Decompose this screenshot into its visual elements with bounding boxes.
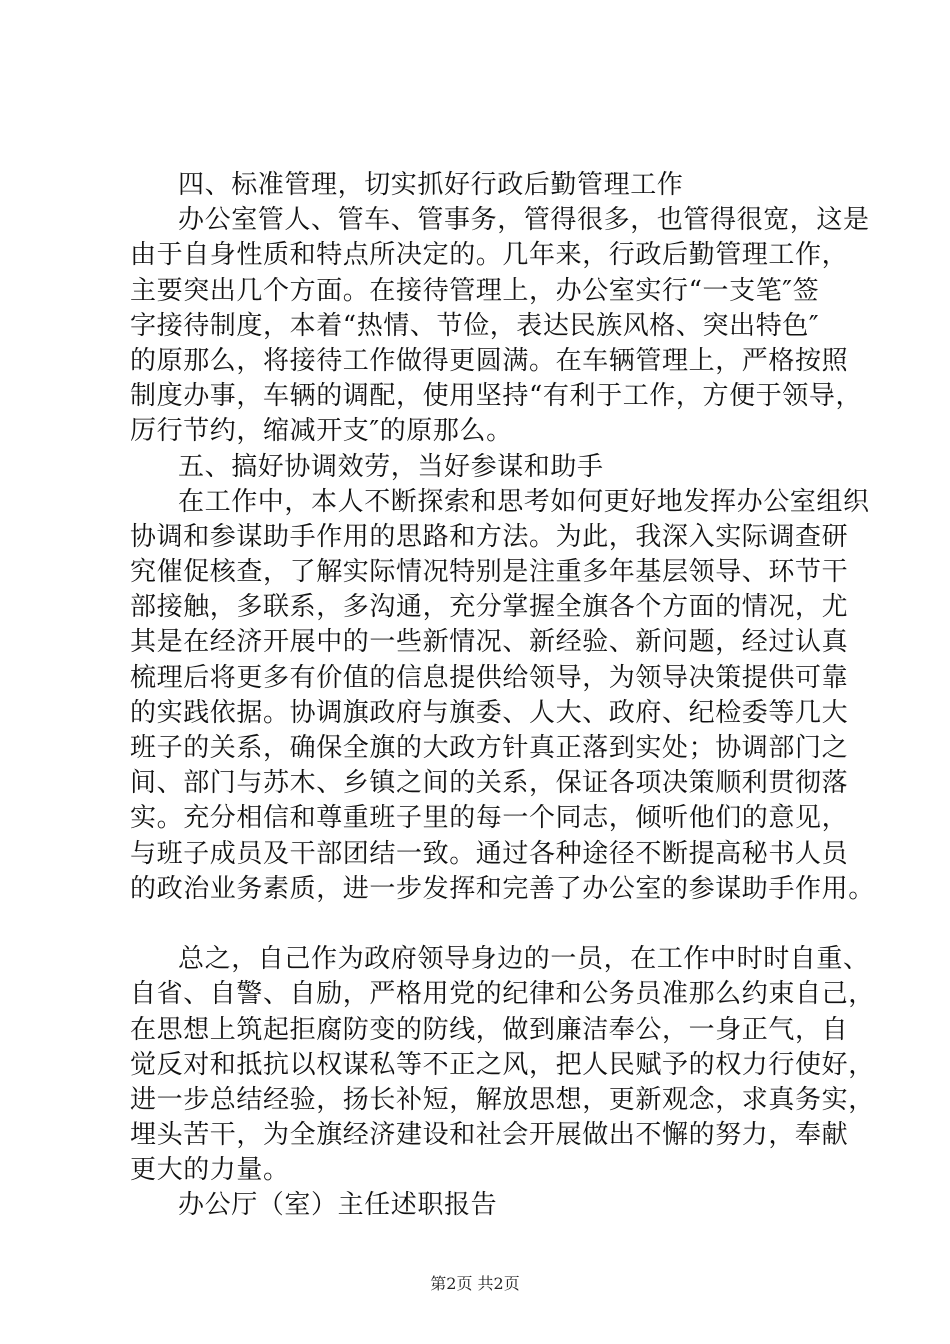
- paragraph-line: 自省、自警、自励，严格用党的纪律和公务员准那么约束自己，: [130, 979, 875, 1010]
- paragraph-line: 制度办事，车辆的调配，使用坚持“有利于工作，方便于领导，: [130, 381, 863, 412]
- section-heading-4: 四、标准管理，切实抓好行政后勤管理工作: [178, 170, 684, 200]
- paragraph-line: 与班子成员及干部团结一致。通过各种途径不断提高秘书人员: [130, 838, 849, 869]
- section-heading-5: 五、搞好协调效劳，当好参谋和助手: [178, 451, 604, 482]
- paragraph-line: 字接待制度，本着“热情、节俭，表达民族风格、突出特色″: [130, 310, 820, 341]
- paragraph-line: 协调和参谋助手作用的思路和方法。为此，我深入实际调查研: [130, 521, 849, 552]
- paragraph-line: 的实践依据。协调旗政府与旗委、人大、政府、纪检委等几大: [130, 697, 849, 728]
- paragraph-line: 梳理后将更多有价值的信息提供给领导，为领导决策提供可靠: [130, 662, 849, 693]
- paragraph-line: 在思想上筑起拒腐防变的防线，做到廉洁奉公，一身正气，自: [130, 1014, 849, 1045]
- paragraph-line: 实。充分相信和尊重班子里的每一个同志，倾听他们的意见，: [130, 803, 849, 834]
- paragraph-line: 进一步总结经验，扬长补短，解放思想，更新观念，求真务实，: [130, 1084, 875, 1115]
- paragraph-line: 的政治业务素质，进一步发挥和完善了办公室的参谋助手作用。: [130, 873, 875, 904]
- paragraph-line: 部接触，多联系，多沟通，充分掌握全旗各个方面的情况，尤: [130, 592, 849, 623]
- paragraph-line: 更大的力量。: [130, 1155, 290, 1186]
- paragraph-line: 间、部门与苏木、乡镇之间的关系，保证各项决策顺利贯彻落: [130, 768, 849, 799]
- paragraph-line: 总之，自己作为政府领导身边的一员，在工作中时时自重、: [178, 944, 870, 975]
- paragraph-line: 埋头苦干，为全旗经济建设和社会开展做出不懈的努力，奉献: [130, 1120, 849, 1151]
- paragraph-spacer: [130, 907, 838, 942]
- paragraph-line: 厉行节约，缩减开支″的原那么。: [130, 416, 513, 447]
- page-footer: 第2页 共2页: [430, 1274, 520, 1293]
- paragraph-line: 在工作中，本人不断探索和思考如何更好地发挥办公室组织: [178, 486, 870, 517]
- document-closing-title: 办公厅（室）主任述职报告: [178, 1190, 498, 1221]
- paragraph-line: 由于自身性质和特点所决定的。几年来，行政后勤管理工作，: [130, 240, 849, 271]
- paragraph-line: 其是在经济开展中的一些新情况、新经验、新问题，经过认真: [130, 627, 849, 658]
- paragraph-line: 办公室管人、管车、管事务，管得很多，也管得很宽，这是: [178, 205, 870, 236]
- paragraph-line: 究催促核查，了解实际情况特别是注重多年基层领导、环节干: [130, 557, 849, 588]
- paragraph-line: 班子的关系，确保全旗的大政方针真正落到实处；协调部门之: [130, 733, 849, 763]
- paragraph-line: 主要突出几个方面。在接待管理上，办公室实行“一支笔″签: [130, 275, 820, 306]
- document-body: [130, 168, 875, 1224]
- paragraph-line: 觉反对和抵抗以权谋私等不正之风，把人民赋予的权力行使好，: [130, 1049, 875, 1080]
- paragraph-line: 的原那么，将接待工作做得更圆满。在车辆管理上，严格按照: [130, 345, 849, 376]
